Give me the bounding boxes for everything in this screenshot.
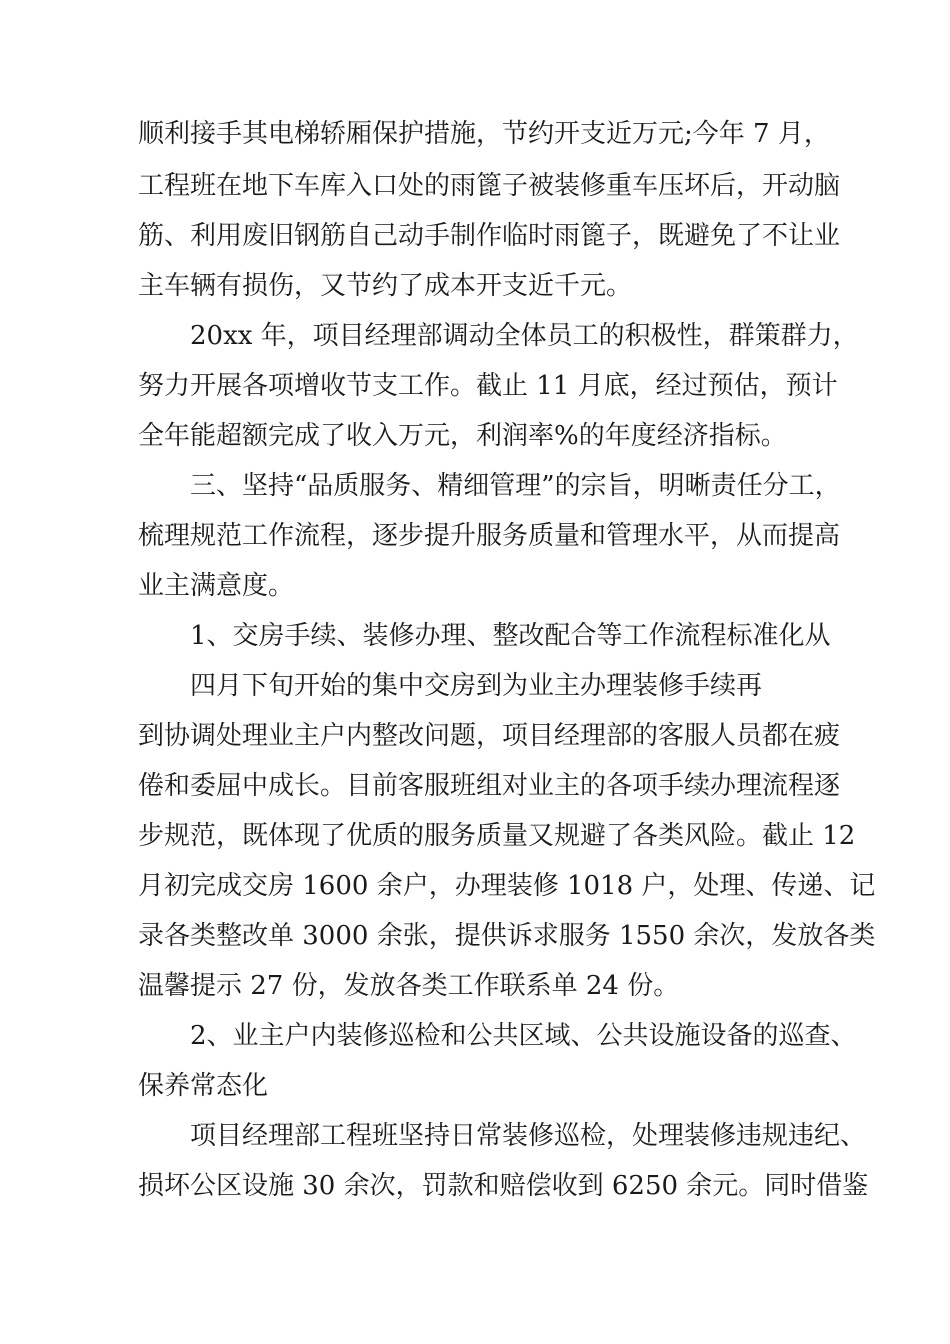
subheading-line: 2、业主户内装修巡检和公共区域、公共设施设备的巡查、 [190,1021,857,1051]
text-line: 顺利接手其电梯轿厢保护措施，节约开支近万元;今年 7 月， [138,119,830,149]
subheading-line: 1、交房手续、装修办理、整改配合等工作流程标准化从 [190,621,831,651]
section-heading-line: 三、坚持“品质服务、精细管理”的宗旨，明晰责任分工， [190,471,841,501]
text-line: 温馨提示 27 份，发放各类工作联系单 24 份。 [138,971,680,1001]
text-line: 全年能超额完成了收入万元，利润率%的年度经济指标。 [138,421,787,451]
text-line: 倦和委屈中成长。目前客服班组对业主的各项手续办理流程逐 [138,771,841,801]
text-line: 主车辆有损伤，又节约了成本开支近千元。 [138,271,633,301]
text-line: 梳理规范工作流程，逐步提升服务质量和管理水平，从而提高 [138,521,841,551]
text-line: 业主满意度。 [138,571,295,601]
text-line: 保养常态化 [138,1071,269,1101]
paragraph-first-line: 20xx 年，项目经理部调动全体员工的积极性，群策群力， [190,321,859,351]
text-line: 努力开展各项增收节支工作。截止 11 月底，经过预估，预计 [138,371,838,401]
text-line: 到协调处理业主户内整改问题，项目经理部的客服人员都在疲 [138,721,841,751]
text-line: 月初完成交房 1600 余户，办理装修 1018 户，处理、传递、记 [138,871,876,901]
paragraph-first-line: 四月下旬开始的集中交房到为业主办理装修手续再 [190,671,763,701]
text-line: 工程班在地下车库入口处的雨篦子被装修重车压坏后，开动脑 [138,171,841,201]
text-line: 录各类整改单 3000 余张，提供诉求服务 1550 余次，发放各类 [138,921,876,951]
paragraph-first-line: 项目经理部工程班坚持日常装修巡检，处理装修违规违纪、 [190,1121,867,1151]
text-line: 步规范，既体现了优质的服务质量又规避了各类风险。截止 12 [138,821,856,851]
text-line: 损坏公区设施 30 余次，罚款和赔偿收到 6250 余元。同时借鉴 [138,1171,869,1201]
text-line: 筋、利用废旧钢筋自己动手制作临时雨篦子，既避免了不让业 [138,221,841,251]
